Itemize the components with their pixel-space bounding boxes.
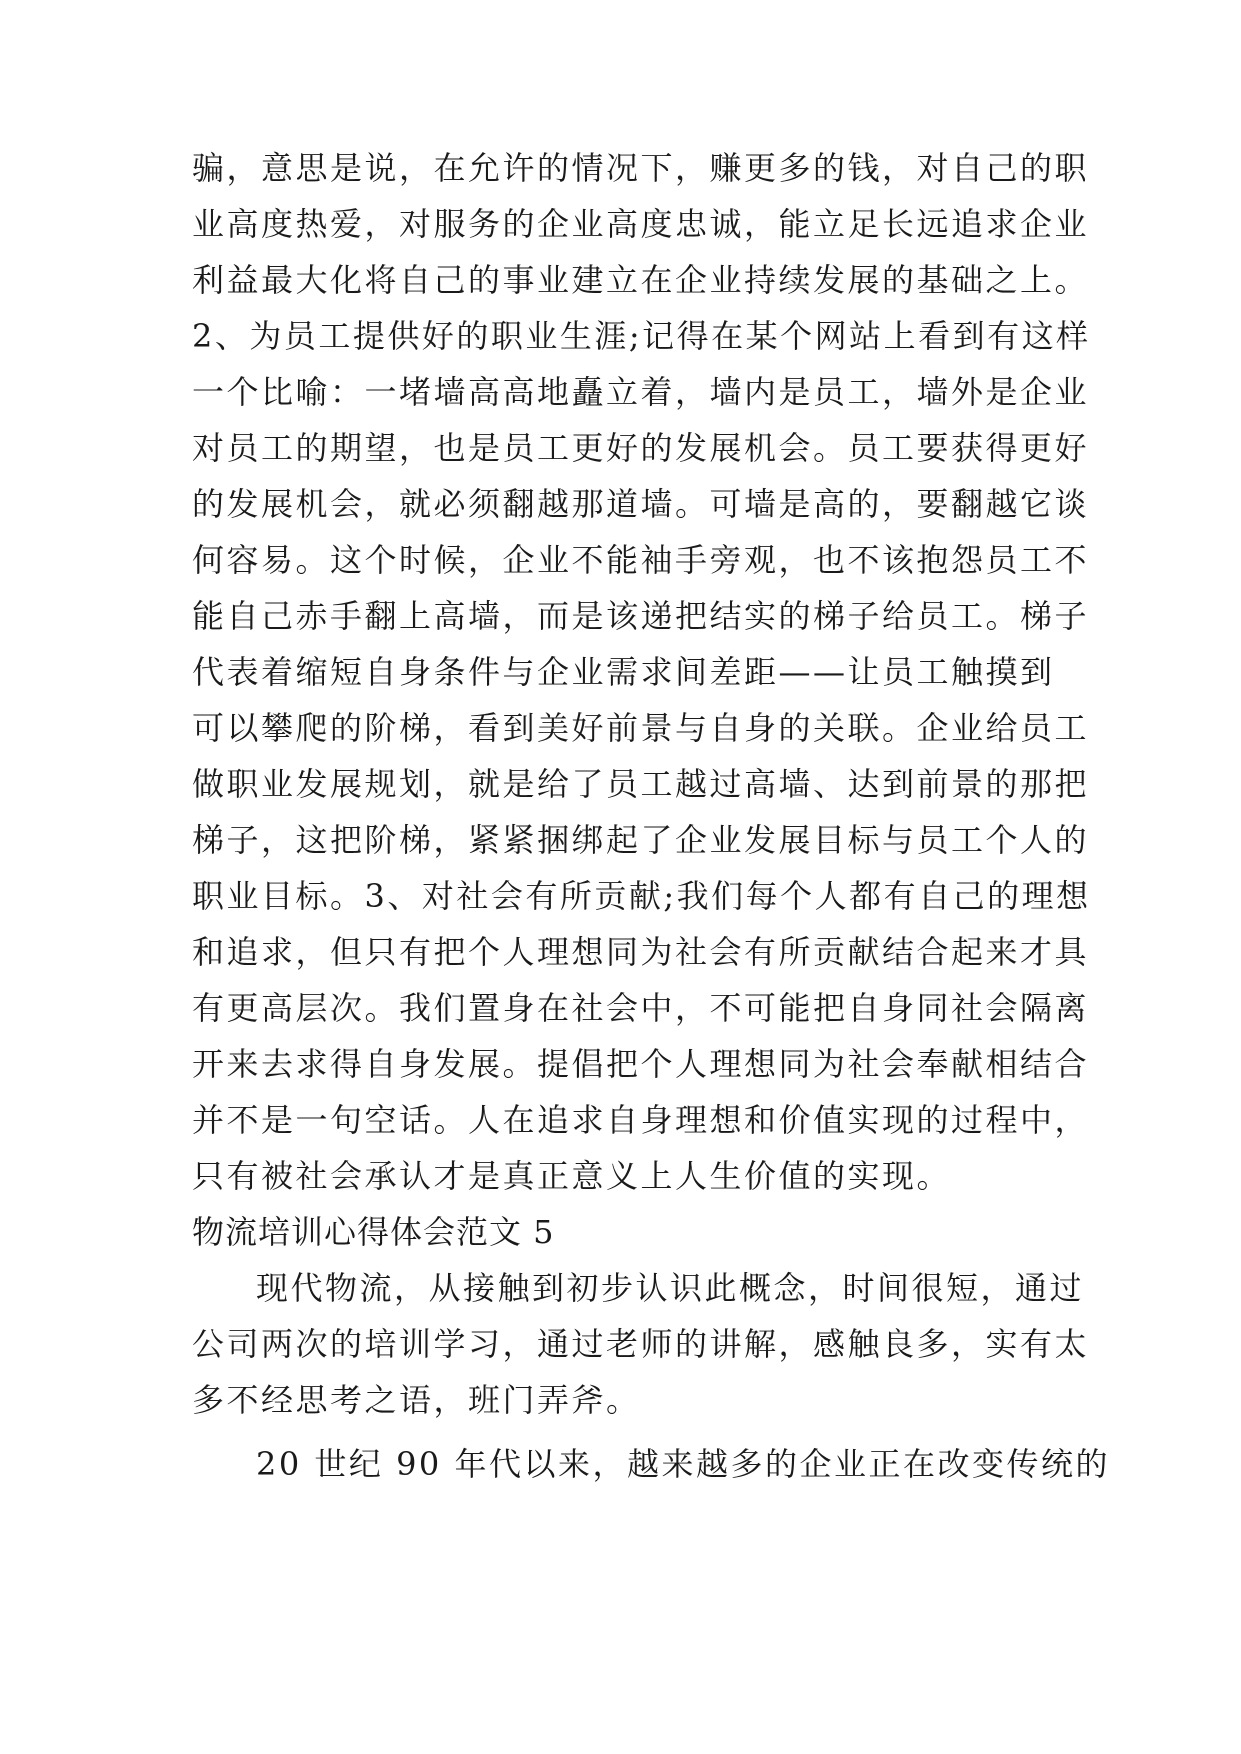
paragraph-line: 多不经思考之语，班门弄斧。 [192,1381,641,1419]
body-line: 2、为员工提供好的职业生涯;记得在某个网站上看到有这样 [192,317,1091,355]
body-line: 利益最大化将自己的事业建立在企业持续发展的基础之上。 [192,261,1090,299]
body-line: 对员工的期望，也是员工更好的发展机会。员工要获得更好 [192,429,1090,467]
body-line: 有更高层次。我们置身在社会中，不可能把自身同社会隔离 [192,989,1090,1027]
body-line: 并不是一句空话。人在追求自身理想和价值实现的过程中， [192,1101,1090,1139]
body-line: 一个比喻：一堵墙高高地矗立着，墙内是员工，墙外是企业 [192,373,1090,411]
body-line: 的发展机会，就必须翻越那道墙。可墙是高的，要翻越它谈 [192,485,1090,523]
paragraph-line: 现代物流，从接触到初步认识此概念，时间很短，通过 [256,1269,1085,1307]
body-line: 可以攀爬的阶梯，看到美好前景与自身的关联。企业给员工 [192,709,1090,747]
body-line: 只有被社会承认才是真正意义上人生价值的实现。 [192,1157,952,1195]
body-line: 何容易。这个时候，企业不能袖手旁观，也不该抱怨员工不 [192,541,1090,579]
body-line: 业高度热爱，对服务的企业高度忠诚，能立足长远追求企业 [192,205,1090,243]
paragraph-line: 20 世纪 90 年代以来，越来越多的企业正在改变传统的 [256,1445,1110,1483]
paragraph-line: 公司两次的培训学习，通过老师的讲解，感触良多，实有太 [192,1325,1090,1363]
body-line: 能自己赤手翻上高墙，而是该递把结实的梯子给员工。梯子 [192,597,1090,635]
body-line: 代表着缩短自身条件与企业需求间差距——让员工触摸到 [192,653,1055,691]
body-line: 职业目标。3、对社会有所贡献;我们每个人都有自己的理想 [192,877,1091,915]
section-title: 物流培训心得体会范文 5 [192,1213,555,1251]
body-line: 做职业发展规划，就是给了员工越过高墙、达到前景的那把 [192,765,1090,803]
body-line: 梯子，这把阶梯，紧紧捆绑起了企业发展目标与员工个人的 [192,821,1090,859]
body-line: 开来去求得自身发展。提倡把个人理想同为社会奉献相结合 [192,1045,1090,1083]
body-line: 骗，意思是说，在允许的情况下，赚更多的钱，对自己的职 [192,149,1090,187]
body-line: 和追求，但只有把个人理想同为社会有所贡献结合起来才具 [192,933,1090,971]
